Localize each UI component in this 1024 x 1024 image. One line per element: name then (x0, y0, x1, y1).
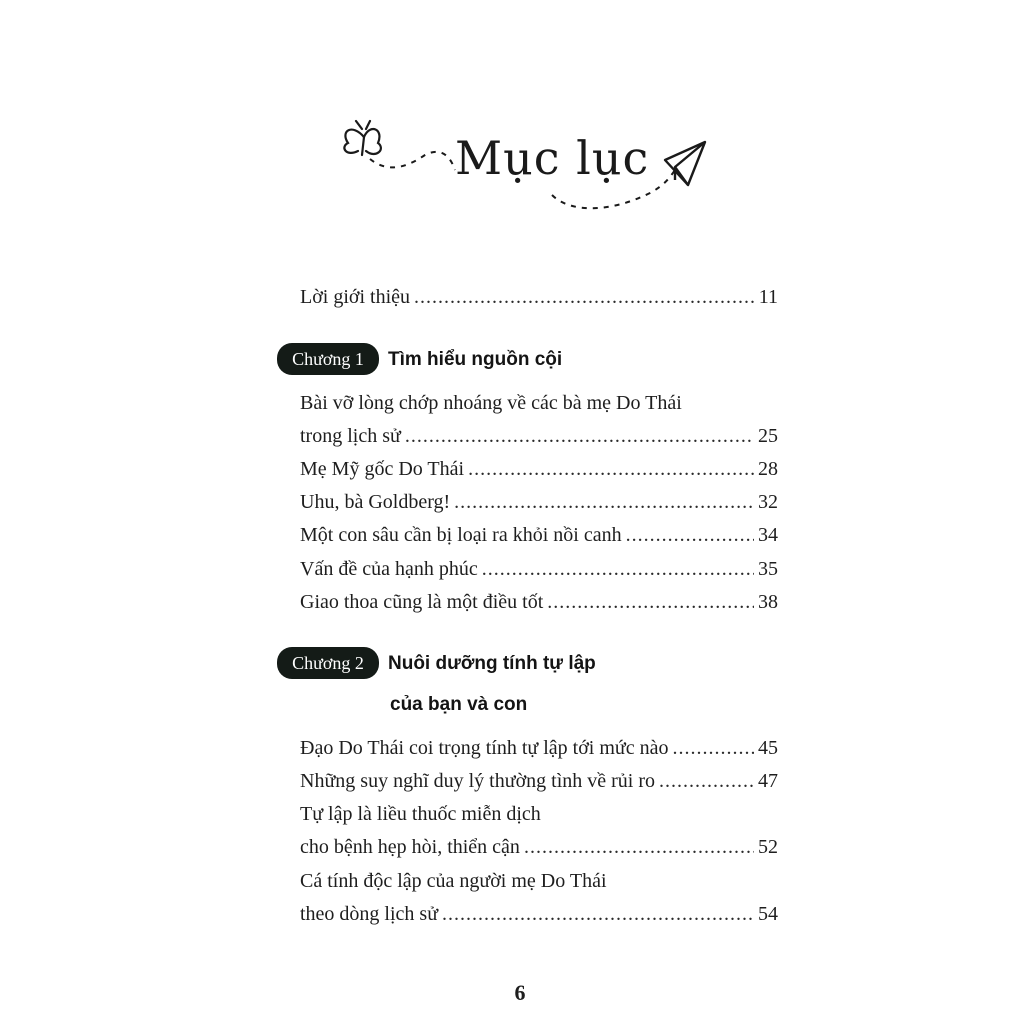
toc-entry-text: Uhu, bà Goldberg! (300, 491, 451, 513)
toc-page-number: 32 (758, 491, 778, 513)
dot-leader (673, 733, 755, 763)
toc-entry-text: Đạo Do Thái coi trọng tính tự lập tới mức nào (300, 737, 669, 759)
toc-page-number: 47 (758, 770, 778, 792)
toc-entry-line (300, 388, 778, 418)
dot-leader (547, 587, 754, 617)
toc-page-number: 34 (758, 524, 778, 546)
toc-page-number: 25 (758, 425, 778, 447)
toc-entry (300, 554, 778, 584)
toc-entry (300, 487, 778, 517)
toc-page-number: 28 (758, 458, 778, 480)
toc-page-number: 45 (758, 737, 778, 759)
page-number: 6 (514, 980, 526, 1005)
flight-path-left (370, 152, 455, 170)
toc-page-number: 52 (758, 836, 778, 858)
dot-leader (414, 282, 755, 312)
dot-leader (626, 520, 754, 550)
toc-entry-text: Một con sâu cần bị loại ra khỏi nồi canh (300, 524, 622, 546)
toc-entry (300, 766, 778, 796)
paper-plane-icon (665, 142, 705, 185)
toc-page-number: 38 (758, 591, 778, 613)
toc-entry-intro (300, 282, 778, 312)
chapter-2-title-line-2: của bạn và con (390, 694, 528, 715)
chapter-1-label: Chương 1 (277, 343, 379, 375)
toc-entry (300, 520, 778, 550)
toc-entry (300, 899, 778, 929)
toc-entry (300, 421, 778, 451)
toc-entry-text: trong lịch sử (300, 425, 401, 447)
dot-leader (468, 454, 754, 484)
toc-entry-text: Lời giới thiệu (300, 286, 411, 308)
dot-leader (405, 421, 754, 451)
toc-entry-text: Mẹ Mỹ gốc Do Thái (300, 458, 465, 480)
toc-entry-text: Những suy nghĩ duy lý thường tình về rủi ro (300, 770, 656, 792)
dot-leader (524, 832, 754, 862)
dot-leader (482, 554, 754, 584)
butterfly-icon (344, 121, 381, 155)
toc-page-number: 11 (758, 286, 778, 308)
dot-leader (442, 899, 754, 929)
toc-entry (300, 832, 778, 862)
toc-entry-text: Giao thoa cũng là một điều tốt (300, 591, 544, 613)
toc-page-number: 35 (758, 558, 778, 580)
toc-entry-text: Bài vỡ lòng chớp nhoáng về các bà mẹ Do Thái (300, 392, 682, 414)
toc-entry-line (300, 866, 778, 896)
toc-entry-text: cho bệnh hẹp hòi, thiển cận (300, 836, 520, 858)
toc-entry-text: theo dòng lịch sử (300, 903, 439, 925)
chapter-2-title-line-1: Nuôi dưỡng tính tự lập (388, 653, 596, 674)
toc-entry (300, 454, 778, 484)
toc-entry-text: Tự lập là liều thuốc miễn dịch (300, 803, 541, 825)
toc-page-number: 54 (758, 903, 778, 925)
page-title: Mục lục (455, 131, 650, 185)
toc-entry (300, 587, 778, 617)
dot-leader (454, 487, 754, 517)
toc-entry-text: Cá tính độc lập của người mẹ Do Thái (300, 870, 607, 892)
chapter-1-title: Tìm hiểu nguồn cội (388, 349, 563, 370)
chapter-2-label: Chương 2 (277, 647, 379, 679)
toc-entry-text: Vấn đề của hạnh phúc (300, 558, 478, 580)
dot-leader (659, 766, 754, 796)
toc-entry-line (300, 799, 778, 829)
toc-entry (300, 733, 778, 763)
